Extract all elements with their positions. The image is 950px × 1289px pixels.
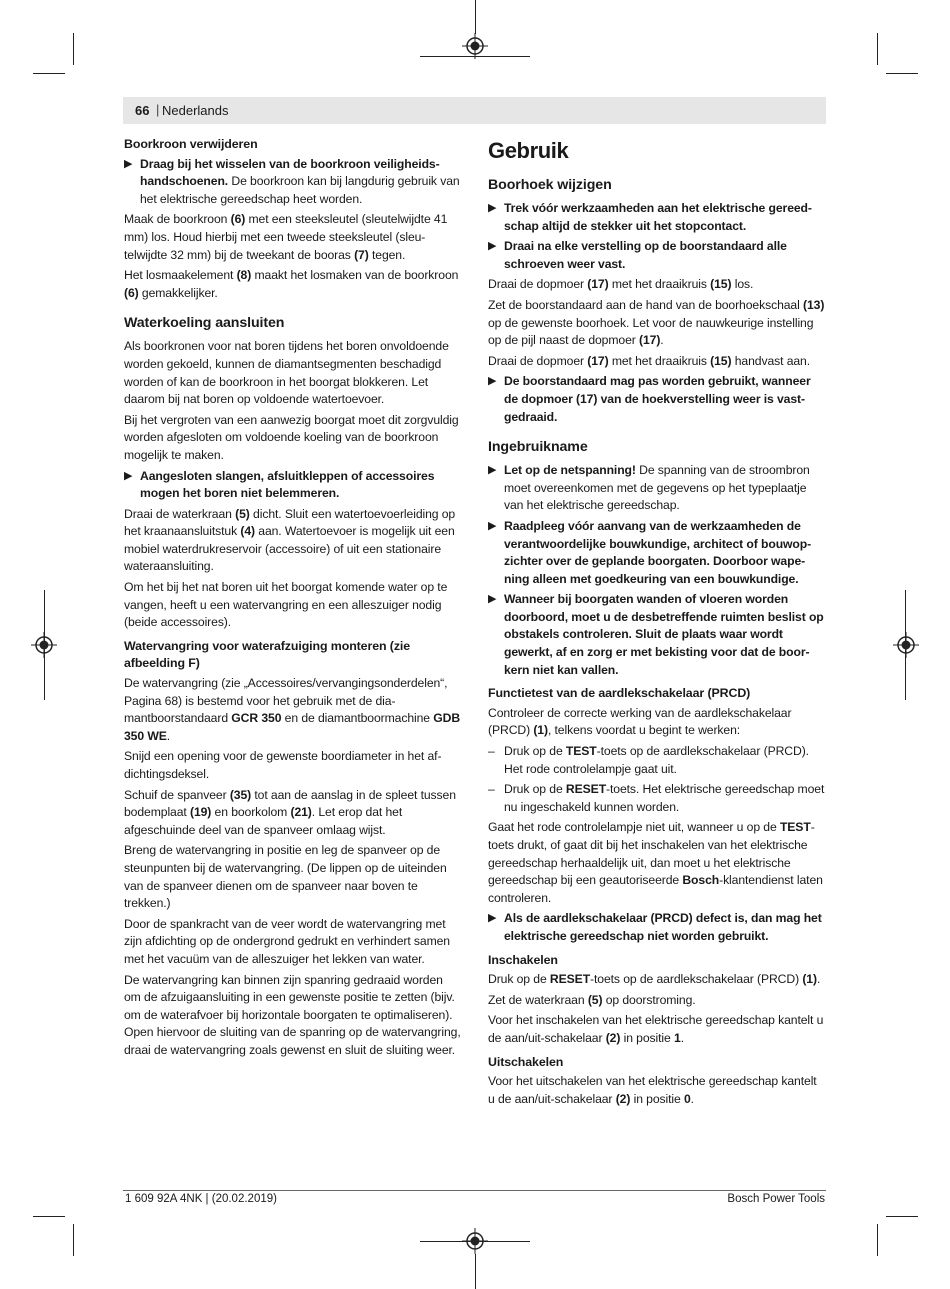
paragraph: Bij het vergroten van een aanwezig boorgat moet dit zorgvuldig worden afgesloten om voldoende koeling van de boorkroon mogelijk te maken.	[124, 412, 459, 462]
warning-bullet: ▶ Draag bij het wisselen van de boorkroon veiligheidshandschoenen. De boorkroon kan bij langdurig gebruik van het elektrische gereedschap heet worden.	[124, 156, 460, 206]
bullet-arrow-icon: ▶	[488, 912, 497, 925]
warning-bullet: ▶ Raadpleeg vóór aanvang van de werkzaamheden de verantwoordelijke bouwkundige, architect of bouwopzichter over de geplande boorgaten. Doorboor wapening alleen met goedkeuring van een bouwkundige.	[488, 518, 812, 586]
bullet-arrow-icon: ▶	[488, 464, 497, 477]
crop-mark	[475, 1254, 476, 1289]
warning-bullet: ▶ Trek vóór werkzaamheden aan het elektrische gereedschap altijd de stekker uit het stopcontact.	[488, 201, 812, 233]
crop-mark	[475, 0, 476, 34]
heading-boorkroon-verwijderen: Boorkroon verwijderen	[124, 137, 258, 151]
registration-mark-icon	[462, 1228, 488, 1254]
crop-mark	[886, 1216, 918, 1217]
warning-bullet: ▶ Aangesloten slangen, afsluitkleppen of accessoires mogen het boren niet belemmeren.	[124, 468, 435, 501]
crop-mark	[73, 33, 74, 65]
left-column	[124, 136, 462, 1063]
dash-list-item: – Druk op de RESET-toets. Het elektrische gereedschap moet nu ingeschakeld kunnen worden.	[488, 782, 825, 814]
paragraph: Voor het inschakelen van het elektrische gereedschap kantelt u de aan/uit-schakelaar (2) in positie 1.	[488, 1013, 824, 1045]
paragraph: Draai de waterkraan (5) dicht. Sluit een watertoevoerleiding op het kraanaansluitstuk (4) aan. Watertoevoer is mogelijk uit een mobiel waterdrukreservoir (accessoire) of uit een stationaire wateraansluiting.	[124, 506, 456, 574]
paragraph: Controleer de correcte werking van de aardlekschakelaar (PRCD) (1), telkens voordat u begint te werken:	[488, 705, 792, 738]
bullet-arrow-icon: ▶	[488, 375, 497, 388]
paragraph: Zet de boorstandaard aan de hand van de boorhoekschaal (13) op de gewenste boorhoek. Let voor de nauwkeurige instelling op de pijl naast de dopmoer (17).	[488, 297, 825, 348]
bullet-arrow-icon: ▶	[488, 593, 497, 606]
paragraph: Voor het uitschakelen van het elektrische gereedschap kantelt u de aan/uit-schakelaar (2) in positie 0.	[488, 1074, 817, 1106]
paragraph: Draai de dopmoer (17) met het draaikruis (15) handvast aan.	[488, 353, 811, 368]
heading-waterkoeling: Waterkoeling aansluiten	[124, 315, 285, 332]
registration-mark-icon	[893, 632, 919, 658]
heading-gebruik: Gebruik	[488, 138, 569, 163]
crop-mark	[877, 1224, 878, 1256]
paragraph: Snijd een opening voor de gewenste boordiameter in het afdichtingsdeksel.	[124, 749, 442, 781]
paragraph: Gaat het rode controlelampje niet uit, wanneer u op de TEST-toets drukt, of gaat dit bij het inschakelen van het elektrische gereedschap herhaaldelijk uit, dan moet u het elektrische gereedschap bij een geautoriseerde Bosch-klantendienst laten controleren.	[488, 820, 823, 905]
heading-functietest: Functietest van de aardlekschakelaar (PRCD)	[488, 686, 751, 701]
crop-mark	[44, 590, 45, 700]
heading-watervangring: Watervangring voor waterafzuiging monteren (zie afbeelding F)	[124, 638, 411, 671]
paragraph: Zet de waterkraan (5) op doorstroming.	[488, 992, 696, 1007]
paragraph: De watervangring (zie „Accessoires/vervangingsonderdelen“, Pagina 68) is bestemd voor het gebruik met de diamantboorstandaard GCR 350 en de diamantboormachine GDB 350 WE.	[124, 676, 461, 743]
page-header	[123, 97, 826, 124]
crop-mark	[905, 590, 906, 700]
paragraph: Druk op de RESET-toets op de aardlekschakelaar (PRCD) (1).	[488, 972, 821, 987]
paragraph: Door de spankracht van de veer wordt de watervangring met zijn afdichting op de ondergrond gedrukt en verhindert samen met het vacuüm van de alleszuiger het lekken van water.	[124, 916, 450, 966]
footer-brand: Bosch Power Tools	[727, 1193, 825, 1205]
crop-mark	[33, 1216, 65, 1217]
crop-mark	[886, 73, 918, 74]
bullet-arrow-icon: ▶	[124, 469, 133, 482]
bullet-arrow-icon: ▶	[124, 157, 133, 170]
dash-list-item: – Druk op de TEST-toets op de aardlekschakelaar (PRCD). Het rode controlelampje gaat uit.	[488, 744, 809, 776]
registration-mark-icon	[462, 33, 488, 59]
bullet-arrow-icon: ▶	[488, 519, 497, 532]
heading-uitschakelen: Uitschakelen	[488, 1054, 564, 1069]
crop-mark	[73, 1224, 74, 1256]
warning-bullet: ▶ Als de aardlekschakelaar (PRCD) defect is, dan mag het elektrische gereedschap niet worden gebruikt.	[488, 911, 822, 943]
footer-document-id: 1 609 92A 4NK | (20.02.2019)	[125, 1193, 277, 1205]
warning-bullet: ▶ De boorstandaard mag pas worden gebruikt, wanneer de dopmoer (17) van de hoekverstelling weer is vastgedraaid.	[488, 374, 811, 424]
crop-mark	[33, 73, 65, 74]
crop-mark	[877, 33, 878, 65]
footer-divider	[123, 1190, 826, 1191]
warning-bullet: ▶ Let op de netspanning! De spanning van de stroombron moet overeenkomen met de gegevens op het typeplaatje van het elektrische gereedschap.	[488, 463, 810, 513]
warning-bullet: ▶ Draai na elke verstelling op de boorstandaard alle schroeven weer vast.	[488, 239, 787, 271]
bullet-arrow-icon: ▶	[488, 240, 497, 253]
warning-bullet: ▶ Wanneer bij boorgaten wanden of vloeren worden doorboord, moet u de desbetreffende ruimten beslist op obstakels controleren. Sluit de plaats waar wordt gewerkt, af en zorg er met bekisting voor dat de boorkern niet kan vallen.	[488, 592, 824, 677]
paragraph: Draai de dopmoer (17) met het draaikruis (15) los.	[488, 277, 754, 292]
page-number: 66	[135, 103, 150, 118]
paragraph: Als boorkronen voor nat boren tijdens het boren onvoldoende worden gekoeld, kunnen de diamantsegmenten beschadigd worden of kan de boorkroon in het boorgat blokkeren. Let daarom bij nat boren op voldoende watertoevoer.	[124, 339, 449, 407]
header-separator: |	[156, 102, 160, 117]
paragraph: Schuif de spanveer (35) tot aan de aanslag in de spleet tussen bodemplaat (19) en boorkolom (21). Let erop dat het afgeschuinde deel van de spanveer omlaag wijst.	[124, 787, 456, 837]
paragraph: Om het bij het nat boren uit het boorgat komende water op te vangen, heeft u een watervangring en een alleszuiger nodig (beide accessoires).	[124, 580, 448, 630]
paragraph: Maak de boorkroon (6) met een steeksleutel (sleutelwijdte 41 mm) los. Houd hierbij met een tweede steeksleutel (sleutelwijdte 32 mm) bij de tweekant de booras (7) tegen.	[124, 212, 448, 262]
header-language: Nederlands	[162, 103, 229, 118]
paragraph: De watervangring kan binnen zijn spanring gedraaid worden om de afzuigaansluiting in een gewenste positie te zetten (bijv. om de waterafvoer bij horizontale boorgaten te optimaliseren). Open hiervoor de sluiting van de spanring op de watervangring, draai de watervangring zoals gewenst en sluit de sluiting weer.	[124, 972, 461, 1057]
bullet-arrow-icon: ▶	[488, 202, 497, 214]
right-column	[488, 136, 826, 1111]
heading-ingebruikname: Ingebruikname	[488, 439, 588, 456]
heading-inschakelen: Inschakelen	[488, 952, 558, 967]
paragraph: Het losmaakelement (8) maakt het losmaken van de boorkroon (6) gemakkelijker.	[124, 268, 459, 300]
heading-boorhoek: Boorhoek wijzigen	[488, 177, 612, 193]
paragraph: Breng de watervangring in positie en leg de spanveer op de steunpunten bij de watervangring. (De lippen op de uiteinden van de spanveer dienen om de spanveer naar boven te trekken.)	[124, 843, 447, 911]
